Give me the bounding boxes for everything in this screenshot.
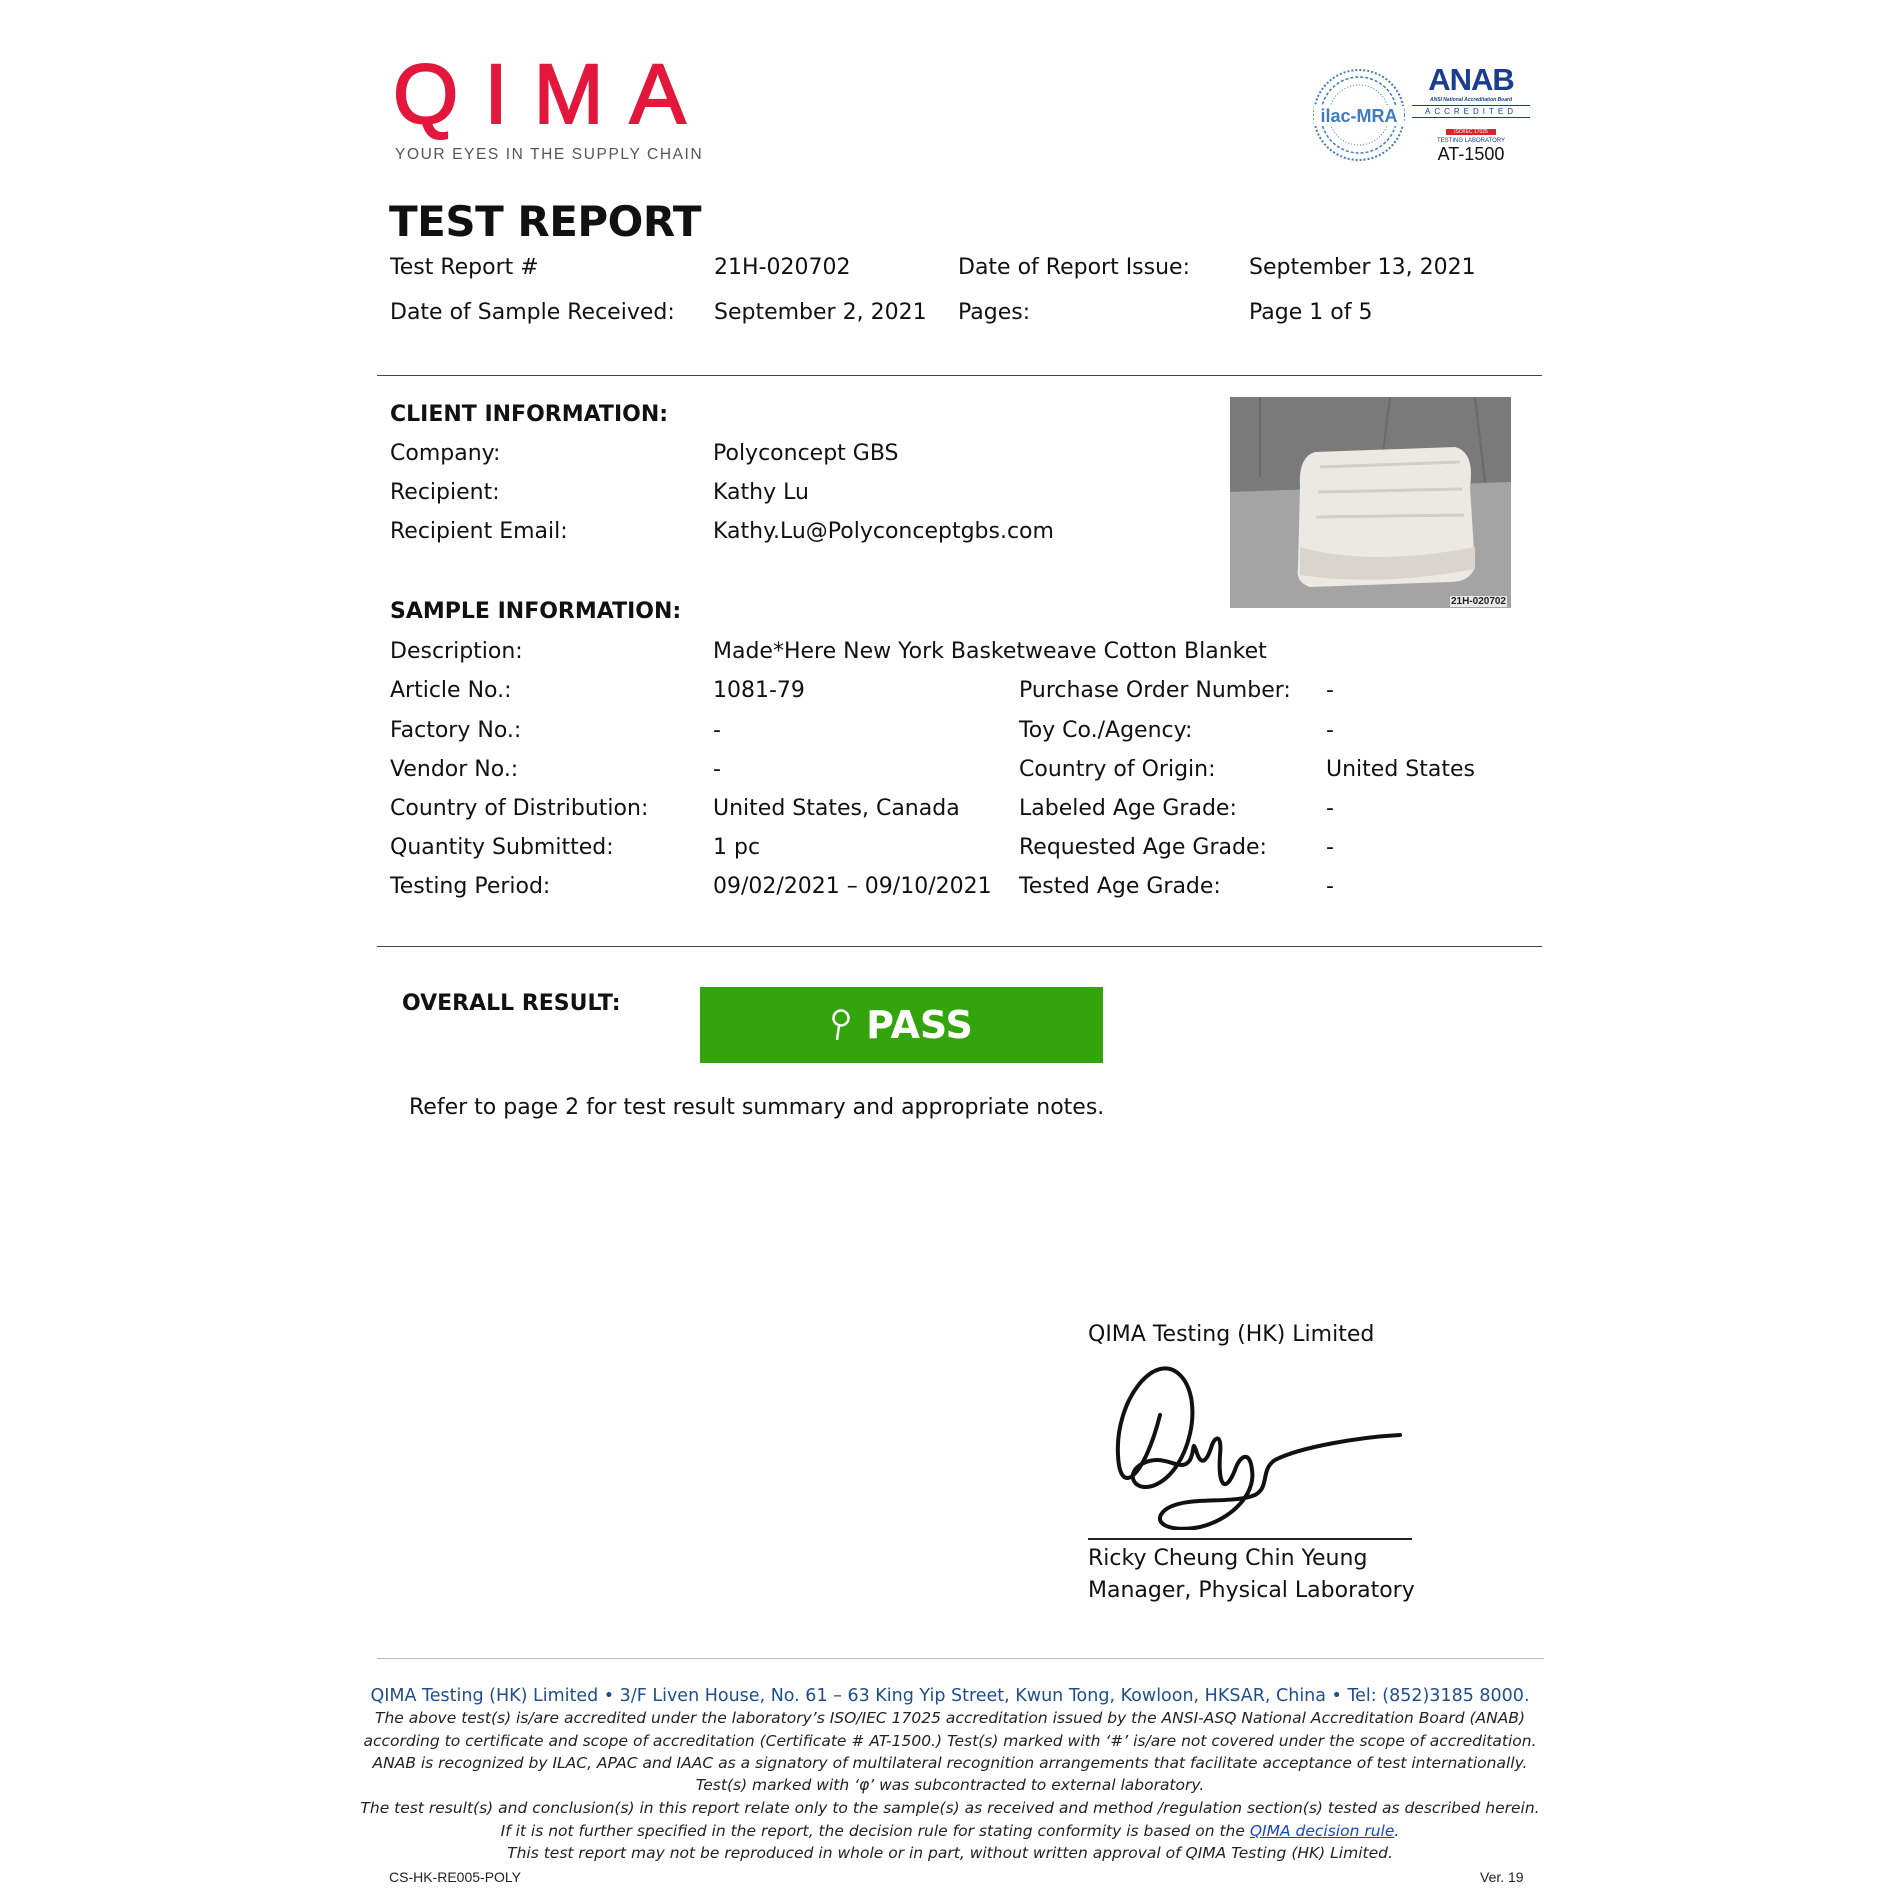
pin-icon — [830, 1008, 852, 1042]
row-label: Quantity Submitted: — [390, 835, 614, 860]
anab-lab: TESTING LABORATORY — [1436, 138, 1505, 144]
signature-image — [1110, 1355, 1410, 1530]
footer-line: ANAB is recognized by ILAC, APAC and IAAC as a signatory of multilateral recognition arrangements that facilitate acceptance of test internationally. — [372, 1754, 1528, 1772]
footer-line: Test(s) marked with ‘φ’ was subcontracted to external laboratory. — [695, 1776, 1205, 1794]
pages-value: Page 1 of 5 — [1249, 300, 1373, 325]
row-label: Factory No.: — [390, 718, 522, 743]
divider — [377, 375, 1542, 376]
company-label: Company: — [390, 441, 501, 466]
row-value: - — [713, 757, 721, 782]
footer-divider — [377, 1658, 1544, 1659]
anab-word: ANAB — [1428, 62, 1514, 97]
footer-line: This test report may not be reproduced in whole or in part, without written approval of QIMA Testing (HK) Limited. — [507, 1844, 1393, 1862]
qima-logo: QIMA — [393, 47, 712, 141]
signer-name: Ricky Cheung Chin Yeung — [1088, 1546, 1368, 1571]
report-number-label: Test Report # — [390, 255, 539, 280]
pass-badge — [700, 987, 1103, 1063]
row-label: Country of Distribution: — [390, 796, 649, 821]
page-title: TEST REPORT — [389, 197, 701, 246]
row-label: Labeled Age Grade: — [1019, 796, 1237, 821]
received-date-label: Date of Sample Received: — [390, 300, 675, 325]
signing-company: QIMA Testing (HK) Limited — [1088, 1322, 1375, 1347]
row-value: - — [1326, 874, 1334, 899]
client-heading: CLIENT INFORMATION: — [390, 402, 669, 427]
anab-sub: ANSI National Accreditation Board — [1429, 97, 1513, 103]
row-label: Purchase Order Number: — [1019, 678, 1291, 703]
report-number: 21H-020702 — [714, 255, 851, 280]
row-value: United States, Canada — [713, 796, 960, 821]
ilac-label: ilac-MRA — [1320, 106, 1398, 126]
row-label: Tested Age Grade: — [1019, 874, 1221, 899]
result-value: PASS — [866, 1003, 973, 1047]
row-value: - — [713, 718, 721, 743]
signature-line — [1088, 1538, 1412, 1540]
footer-text: If it is not further specified in the report, the decision rule for stating conformity is based on the — [500, 1822, 1250, 1840]
row-value: - — [1326, 835, 1334, 860]
photo-tag: 21H-020702 — [1450, 596, 1506, 607]
row-label: Requested Age Grade: — [1019, 835, 1267, 860]
signer-title: Manager, Physical Laboratory — [1088, 1578, 1415, 1603]
anab-accredited: ACCREDITED — [1412, 105, 1530, 118]
issue-date-label: Date of Report Issue: — [958, 255, 1190, 280]
row-value: - — [1326, 718, 1334, 743]
divider — [377, 946, 1542, 947]
row-value: 1081-79 — [713, 678, 805, 703]
qima-decision-rule-link[interactable]: QIMA decision rule — [1249, 1822, 1395, 1840]
doc-code: CS-HK-RE005-POLY — [389, 1869, 522, 1885]
row-label: Testing Period: — [390, 874, 551, 899]
row-label: Toy Co./Agency: — [1019, 718, 1193, 743]
anab-iso: ISO/IEC 17025 — [1446, 129, 1496, 135]
recipient-value: Kathy Lu — [713, 480, 809, 505]
logo-tagline: YOUR EYES IN THE SUPPLY CHAIN — [395, 146, 704, 163]
pages-label: Pages: — [958, 300, 1031, 325]
ilac-mra-logo — [1312, 68, 1406, 162]
row-value: 1 pc — [713, 835, 761, 860]
anab-cert-number: AT-1500 — [1437, 144, 1505, 164]
footer-line: The test result(s) and conclusion(s) in this report relate only to the sample(s) as received and method /regulation section(s) tested as described herein. — [360, 1799, 1540, 1817]
row-label: Article No.: — [390, 678, 512, 703]
version: Ver. 19 — [1480, 1869, 1524, 1885]
sample-photo — [1230, 397, 1511, 608]
description-label: Description: — [390, 639, 523, 664]
anab-badge — [1412, 64, 1530, 165]
row-label: Country of Origin: — [1019, 757, 1216, 782]
email-label: Recipient Email: — [390, 519, 568, 544]
footer-address: QIMA Testing (HK) Limited • 3/F Liven House, No. 61 – 63 King Yip Street, Kwun Tong, Kowloon, HKSAR, China • Tel: (852)3185 8000. — [370, 1686, 1530, 1706]
recipient-label: Recipient: — [390, 480, 500, 505]
received-date: September 2, 2021 — [714, 300, 927, 325]
company-value: Polyconcept GBS — [713, 441, 899, 466]
row-value: - — [1326, 796, 1334, 821]
issue-date: September 13, 2021 — [1249, 255, 1476, 280]
footer-text: . — [1394, 1822, 1400, 1840]
row-value: - — [1326, 678, 1334, 703]
sample-heading: SAMPLE INFORMATION: — [390, 599, 682, 624]
row-value: 09/02/2021 – 09/10/2021 — [713, 874, 992, 899]
footer-line: The above test(s) is/are accredited under the laboratory’s ISO/IEC 17025 accreditation issued by the ANSI-ASQ National Accreditation Board (ANAB) — [374, 1709, 1526, 1727]
result-note: Refer to page 2 for test result summary and appropriate notes. — [409, 1095, 1105, 1120]
description-value: Made*Here New York Basketweave Cotton Blanket — [713, 639, 1267, 664]
footer-line: according to certificate and scope of accreditation (Certificate # AT-1500.) Test(s) marked with ‘#’ is/are not covered under the scope of accreditation. — [363, 1732, 1537, 1750]
overall-result-label: OVERALL RESULT: — [402, 991, 621, 1016]
blanket-image — [1230, 397, 1511, 608]
row-label: Vendor No.: — [390, 757, 519, 782]
email-value: Kathy.Lu@Polyconceptgbs.com — [713, 519, 1054, 544]
footer-decision-rule — [0, 1824, 1900, 1840]
row-value: United States — [1326, 757, 1475, 782]
